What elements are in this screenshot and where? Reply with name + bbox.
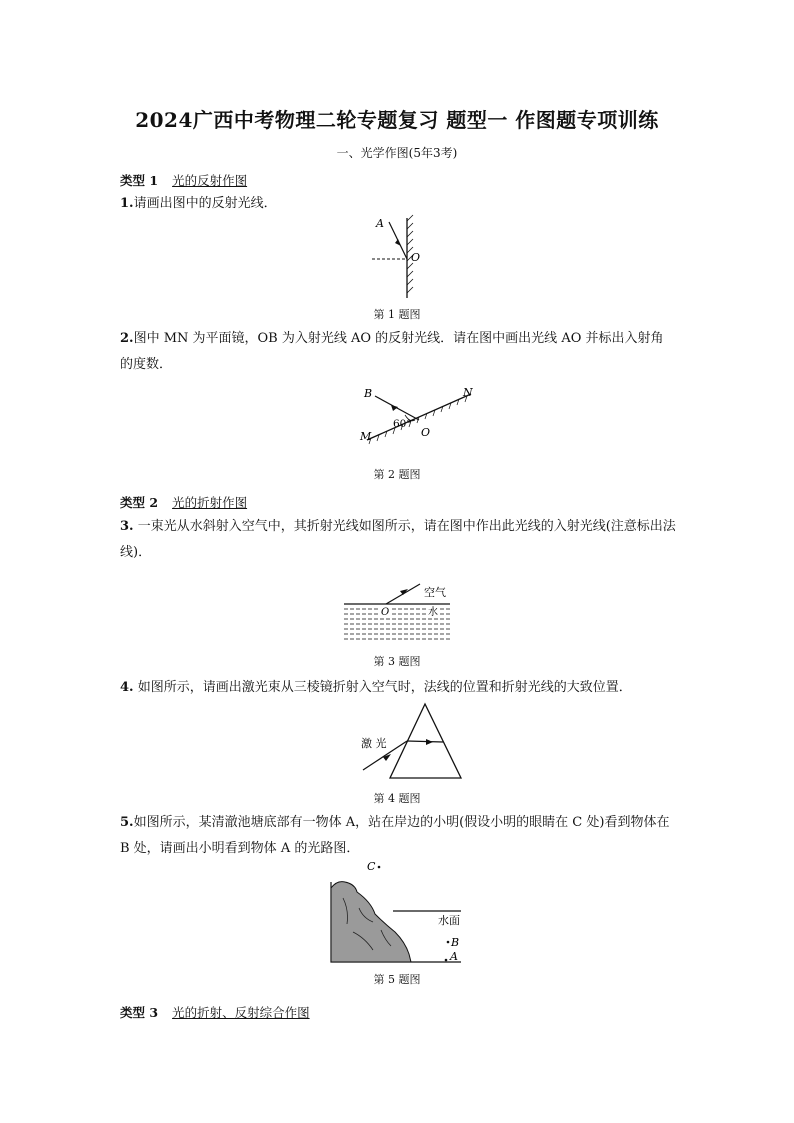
label-laser: 激 光	[361, 737, 387, 750]
figure-5	[325, 858, 475, 966]
question-3	[120, 514, 676, 566]
label-o: O	[381, 607, 390, 618]
page-title: 2024广西中考物理二轮专题复习 题型一 作图题专项训练	[135, 108, 659, 132]
label-m: M	[360, 430, 372, 443]
question-text: 如图所示，某清澈池塘底部有一物体 A，站在岸边的小明(假设小明的眼睛在 C 处)看到物体在 B 处，请画出小明看到物体 A 的光路图．	[120, 815, 670, 856]
point-c	[378, 866, 381, 869]
arrow-icon	[383, 754, 391, 761]
type-3-heading	[120, 1003, 310, 1021]
label-o: O	[411, 251, 421, 264]
question-number: 3.	[120, 519, 134, 534]
label-o: O	[421, 426, 431, 439]
question-text: 图中 MN 为平面镜，OB 为入射光线 AO 的反射光线．请在图中画出光线 AO 并标出入射角的度数．	[120, 331, 664, 372]
type-label: 类型 1	[120, 173, 159, 188]
label-a: A	[376, 217, 384, 230]
figure-caption: 第 2 题图	[373, 468, 421, 481]
question-number: 5.	[120, 815, 134, 830]
label-b: B	[451, 936, 460, 949]
figure-caption: 第 3 题图	[373, 655, 421, 668]
arrow-icon	[395, 239, 401, 246]
figure-2	[355, 382, 480, 447]
question-number: 1.	[120, 196, 134, 211]
question-text: 请画出图中的反射光线．	[133, 196, 277, 211]
question-text: 如图所示，请画出激光束从三棱镜折射入空气时，法线的位置和折射光线的大致位置．	[133, 680, 632, 695]
laser-ray-in-prism	[407, 741, 443, 742]
figure-caption: 第 5 题图	[373, 973, 421, 986]
figure-caption: 第 1 题图	[373, 308, 421, 321]
type-1-heading	[120, 171, 247, 189]
label-surface: 水面	[438, 914, 460, 927]
label-a: A	[450, 950, 458, 963]
question-number: 4.	[120, 680, 134, 695]
question-5	[120, 810, 676, 862]
question-number: 2.	[120, 331, 134, 346]
type-name: 光的反射作图	[172, 173, 248, 188]
label-n: N	[463, 386, 473, 399]
label-b: B	[364, 387, 373, 400]
type-label: 类型 2	[120, 495, 159, 510]
point-b	[447, 941, 450, 944]
figure-1	[360, 213, 440, 303]
type-label: 类型 3	[120, 1005, 159, 1020]
label-c: C	[367, 860, 376, 873]
type-name: 光的折射、反射综合作图	[172, 1005, 310, 1020]
rock-shore	[331, 882, 411, 962]
figure-4	[355, 702, 470, 782]
arrow-icon	[426, 739, 433, 745]
question-text: 一束光从水斜射入空气中，其折射光线如图所示，请在图中作出此光线的入射光线(注意标出法线)．	[120, 519, 676, 560]
type-name: 光的折射作图	[172, 495, 248, 510]
question-4	[120, 675, 676, 701]
section-heading: 一、光学作图(5年3考)	[336, 146, 458, 160]
point-a	[445, 959, 448, 962]
figure-3	[340, 578, 455, 644]
label-air: 空气	[424, 586, 446, 599]
question-2	[120, 326, 676, 378]
reflected-ray	[375, 396, 419, 420]
type-2-heading	[120, 493, 247, 511]
figure-caption: 第 4 题图	[373, 792, 421, 805]
label-water: 水	[428, 607, 438, 618]
angle-label: 60°	[393, 418, 412, 430]
